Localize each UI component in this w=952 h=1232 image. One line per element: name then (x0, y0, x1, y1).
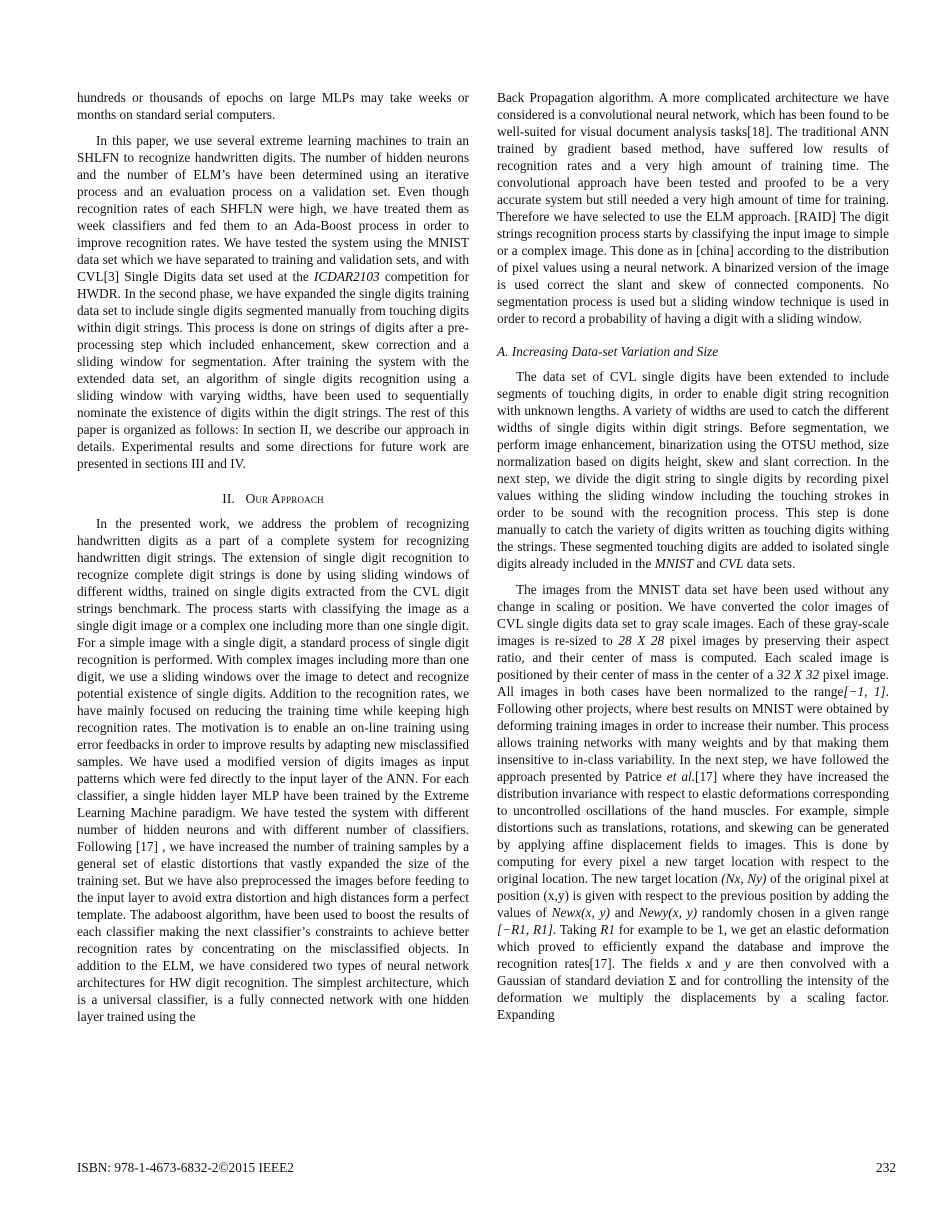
paragraph-text: for example to be 1, we get an elastic deformation which proved to efficiently expand the database and improve the recognition rates[17]. The fields (497, 922, 889, 971)
paragraph (497, 581, 889, 1023)
section-number: II. (222, 491, 235, 506)
left-column (77, 89, 469, 1034)
paragraph-text: data sets. (746, 556, 796, 571)
paragraph-text: The data set of CVL single digits have been extended to include segments of touching digits, in order to enable digit string recognition with unknown lengths. A variety of widths are used to catch the different widths of single digits within digit strings. Before segmentation, we perform image enhancement, binarization using the OTSU method, size normalization based on digits height, skew and slant correction. In the next step, we divide the digit string to single digits by recording pixel values withing the sliding window including the touching strokes in order to be sound with the recognition process. This step is done manually to catch the variety of digits written as touching digits withing the strings. These segmented touching digits are added to isolated single digits already included in the (497, 369, 889, 571)
paragraph-text: [17] where they have increased the distribution invariance with respect to elastic deformations corresponding to uncontrolled oscillations of the hand muscles. For example, simple distortions such as translations, rotations, and skewing can be generated by applying affine displacement fields to images. This is done by computing for every pixel a new target location with respect to the original location. The new target location (497, 769, 889, 886)
paragraph-text: competition for HWDR. In the second phase, we have expanded the single digits training data set to include single digits segmented manually from touching digits within digit strings. This process is done on strings of digits after a pre-processing step which included enhancement, skew correction and a sliding window for segmentation. After training the system with the extended data set, an algorithm of single digits recognition using a sliding window with varying widths, have been used to sequentially nominate the existence of digits within the digit strings. The rest of this paper is organized as follows: In section II, we describe our approach in details. Experimental results and some directions for future work are presented in sections III and IV. (77, 269, 469, 471)
section-heading (77, 490, 469, 507)
paragraph-text: Back Propagation algorithm. A more complicated architecture we have considered is a convolutional neural network, which has been found to be well-suited for visual document analysis tasks[18]. The traditional ANN trained by gradient based method, have suffered low results of recognition rates and a very high amount of training time. The convolutional approach have been tested and proofed to be a very accurate system but still needed a very high amount of time for training. Therefore we have selected to use the ELM approach. [RAID] The digit strings recognition process starts by classifying the input image to simple or a complex image. This done as in [china] according to the distribution of pixel values using a neural network. A binarized version of the image is used correct the slant and skew of connected components. No segmentation process is used but a sliding window technique is used in order to record a probability of having a digit with a sliding window. (497, 90, 889, 326)
paragraph-text: . Taking (552, 922, 597, 937)
paragraph-text: are then convolved with a Gaussian of standard deviation (497, 956, 889, 988)
right-column (497, 89, 889, 1032)
footer-isbn: ISBN: 978-1-4673-6832-2©2015 IEEE2 (77, 1160, 294, 1175)
math-inline: [−1, 1] (843, 684, 886, 699)
paragraph-text: and (698, 956, 718, 971)
math-inline: 32 X 32 (777, 667, 820, 682)
math-inline: CVL (718, 556, 744, 571)
paragraph-text: hundreds or thousands of epochs on large MLPs may take weeks or months on standard serial computers. (77, 90, 469, 122)
math-inline: x (685, 956, 692, 971)
paragraph (77, 132, 469, 472)
paragraph-text: and (614, 905, 634, 920)
paragraph-text: pixel images by preserving their aspect ratio, and their center of mass is computed. Each scaled image is positioned by their center of mass in the center of a (497, 633, 889, 682)
citation-etal: et al. (666, 769, 696, 784)
paragraph-text: The images from the MNIST data set have been used without any change in scaling or position. We have converted the color images of CVL single digits data set to gray scale images. Each of these gray-scale images is re-sized to (497, 582, 889, 648)
section-title: Our Approach (245, 491, 324, 506)
paragraph-text: pixel image. All images in both cases have been normalized to the range (497, 667, 890, 699)
math-inline: MNIST (654, 556, 694, 571)
paragraph-text: randomly chosen in a given range (701, 905, 890, 920)
paragraph (77, 515, 469, 1025)
paragraph-text: and for controlling the intensity of the deformation we multiply the displacements by a scaling factor. Expanding (497, 973, 890, 1022)
math-inline: Σ (668, 973, 677, 988)
math-inline: (Nx, Ny) (721, 871, 767, 886)
paragraph-text: of the original pixel at position (x,y) is given with respect to the previous position by adding the values of (497, 871, 890, 920)
paragraph-text: In this paper, we use several extreme learning machines to train an SHLFN to recognize handwritten digits. The number of hidden neurons and the number of ELM’s have been determined using an iterative process and an evaluation process on a validation set. Even though recognition rates of each SHFLN were high, we have treated them as week classifiers and fed them to an Ada-Boost process in order to improve recognition rates. We have tested the system using the MNIST data set which we have separated to training and validation sets, and with CVL[3] Single Digits data set used at the (77, 133, 469, 284)
math-inline: y (724, 956, 731, 971)
math-inline: [−R1, R1] (497, 922, 553, 937)
subsection-heading: A. Increasing Data-set Variation and Size (497, 344, 719, 359)
math-inline: Newy(x, y) (638, 905, 698, 920)
paragraph (497, 89, 889, 327)
math-inline: Newx(x, y) (551, 905, 610, 920)
paragraph-text: . Following other projects, where best results on MNIST were obtained by deforming training images in order to increase their number. This process allows training networks with many weights and by that making them insensitive to in-class variability. In the next step, we have followed the approach presented by Patrice (497, 684, 889, 784)
math-inline: ICDAR2103 (313, 269, 380, 284)
paragraph-text: In the presented work, we address the problem of recognizing handwritten digits as a part of a complete system for recognizing handwritten digit strings. The extension of single digit recognition to recognize complete digit strings is done by using sliding windows of different widths, trained on single digits extracted from the CVL digit strings benchmark. The process starts with classifying the image as a single digit image or a complex one including more than one single digit. For a simple image with a single digit, a standard process of single digit recognition is performed. With complex images including more than one digit, we use a sliding windows over the image to detect and recognize potential existence of single digits. Addition to the recognition rates, we have mainly focused on reducing the training time while keeping high recognition rates. The motivation is to enable an on-line training using error feedbacks in order to improve results by adapting new misclassified samples. We have used a modified version of digits images as input patterns which were fed directly to the input layer of the ANN. For each classifier, a single hidden layer MLP have been trained by the Extreme Learning Machine paradigm. We have tested the system with different number of hidden neurons and with different number of classifiers. Following [17] , we have increased the number of training samples by a general set of elastic distortions that vastly expanded the size of the training set. But we have also preprocessed the images before feeding to the input layer to avoid extra distortion and high distances form a perfect template. The adaboost algorithm, have been used to boost the results of each classifier making the next classifier’s constraints to achieve better recognition rates by concentrating on the misclassified objects. In addition to the ELM, we have considered two types of neural network architectures for HW digit recognition. The simplest architecture, which is a universal classifier, is a fully connected network with one hidden layer trained using the (77, 516, 469, 1024)
math-inline: R1 (600, 922, 615, 937)
paragraph (77, 89, 469, 123)
page-number: 232 (876, 1160, 896, 1175)
paragraph-text: and (696, 556, 716, 571)
paragraph (497, 368, 889, 572)
math-inline: 28 X 28 (618, 633, 665, 648)
